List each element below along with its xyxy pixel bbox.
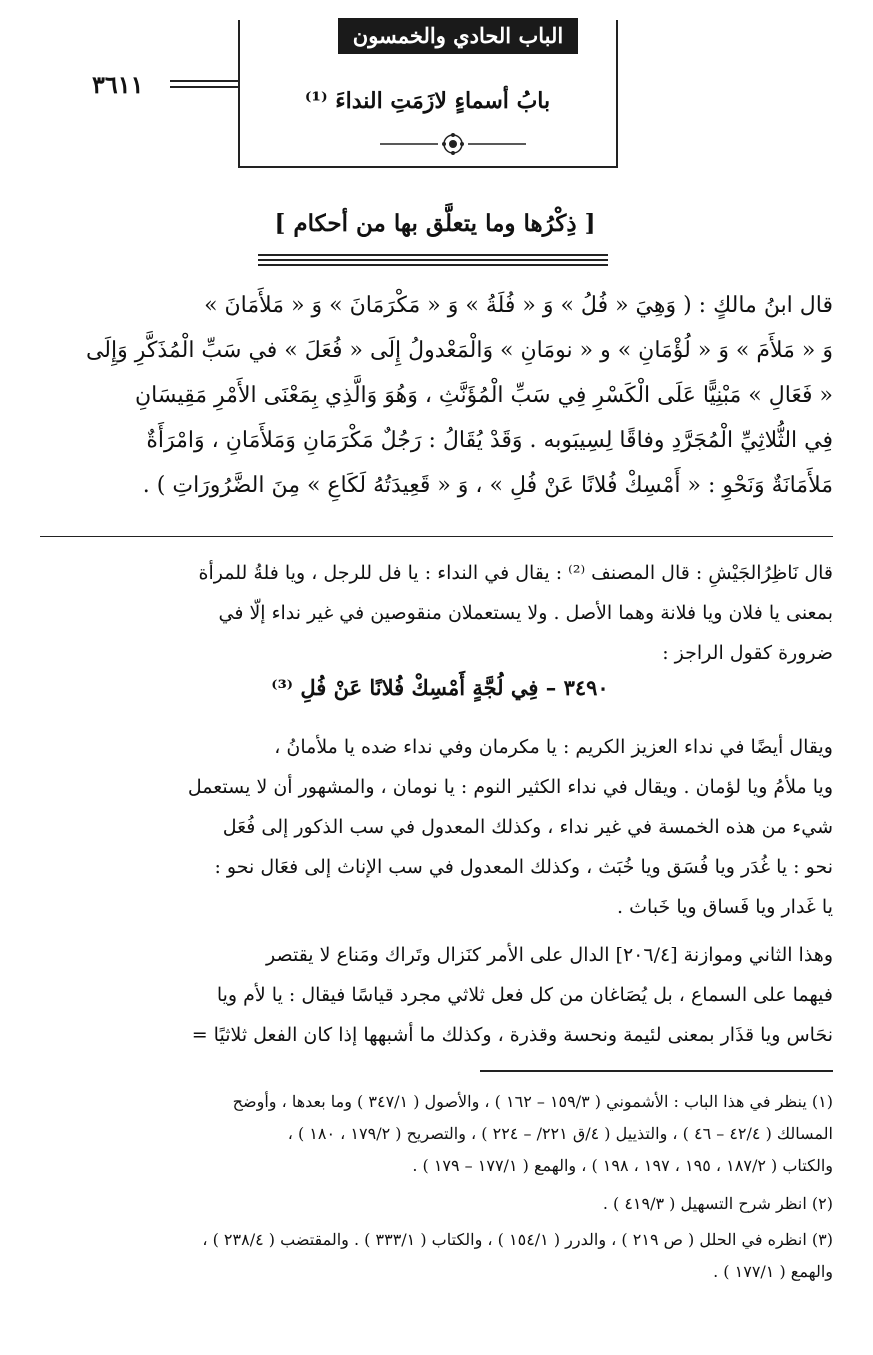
body-line: قال نَاظِرُالجَيْشِ : قال المصنف ⁽²⁾ : يقال في النداء : يا فل للرجل ، ويا فلةُ للمرأة (198, 562, 833, 584)
heading-rule (258, 259, 608, 261)
footnote-line: المسالك ( ٤٢/٤ – ٤٦ ) ، والتذييل ( ٤/ق ٢٢١/ – ٢٢٤ ) ، والتصريح ( ١٧٩/٢ ، ١٨٠ ) ، (287, 1124, 833, 1143)
body-line: ويقال أيضًا في نداء العزيز الكريم : يا مكرمان وفي نداء ضده يا ملأمانُ ، (274, 736, 833, 758)
footnote-line: والكتاب ( ١٨٧/٢ ، ١٩٥ ، ١٩٧ ، ١٩٨ ) ، والهمع ( ١٧٧/١ – ١٧٩ ) . (412, 1156, 833, 1175)
footnote-rule (480, 1070, 833, 1072)
page-number: ٣٦١١ (92, 70, 144, 99)
footnote-line: (١) ينظر في هذا الباب : الأشموني ( ١٥٩/٣ – ١٦٢ ) ، والأصول ( ٣٤٧/١ ) وما بعدها ، وأوضح (232, 1092, 833, 1111)
matn-line: قال ابنُ مالكٍ : ( وَهِيَ « فُلُ » وَ « فُلَةُ » وَ « مَكْرَمَانَ » وَ « مَلأَمَانَ » (204, 293, 833, 318)
body-line: يا غَدار ويا فَساق ويا خَباث . (617, 896, 833, 918)
matn-line: وَ « مَلأَمَ » وَ « لُؤْمَانِ » و « نومَانِ » وَالْمَعْدولُ إِلَى « فُعَلَ » في سَبِّ الْمُذَكَّرِ وَإِلَى (85, 338, 833, 363)
body-line: وهذا الثاني وموازنة [٢٠٦/٤] الدال على الأمر كنَزال وتَراك ومَناع لا يقتصر (266, 944, 833, 966)
matn-line: « فَعَالِ » مَبْنِيًّا عَلَى الْكَسْرِ فِي سَبِّ الْمُؤَنَّثِ ، وَهُوَ وَالَّذِي بِمَعْنَى الأَمْرِ مَقِيسَانِ (135, 383, 833, 408)
heading-rule (258, 264, 608, 266)
page-number-rule (170, 86, 240, 88)
body-line: نحَاس ويا قذَار بمعنى لئيمة ونحسة وقذرة ، وكذلك ما أشبهها إذا كان الفعل ثلاثيًا = (191, 1024, 833, 1046)
body-line: ويا ملأمُ ويا لؤمان . ويقال في نداء الكثير النوم : يا نومان ، والمشهور أن لا يستعمل (187, 776, 833, 798)
poem-line: ٣٤٩٠ – فِي لُجَّةٍ أَمْسِكْ فُلانًا عَنْ فُلِ ⁽³⁾ (271, 675, 609, 700)
chapter-title: بابُ أسماءٍ لازَمَتِ النداءَ ⁽¹⁾ (304, 88, 551, 114)
footnote-line: والهمع ( ١٧٧/١ ) . (713, 1262, 833, 1281)
section-heading: [ ذِكْرُها وما يتعلَّق بها من أحكام ] (274, 210, 596, 237)
matn-line: مَلأَمَانَةٌ وَنَحْوِ : « أَمْسِكْ فُلانًا عَنْ فُلِ » ، وَ « قَعِيدَتُهُ لَكَاعِ » مِنَ الضَّرُورَاتِ ) . (142, 473, 833, 498)
page-number-rule (170, 80, 240, 82)
chapter-banner: الباب الحادي والخمسون (338, 18, 578, 54)
heading-rule (258, 254, 608, 256)
footnote-line: (٣) انظره في الحلل ( ص ٢١٩ ) ، والدرر ( ١٥٤/١ ) ، والكتاب ( ٣٣٣/١ ) . والمقتضب ( ٢٣٨/٤ ) ، (202, 1230, 833, 1249)
footnote-line: (٢) انظر شرح التسهيل ( ٤١٩/٣ ) . (602, 1194, 833, 1213)
ornament-icon (378, 132, 528, 156)
body-line: نحو : يا غُدَر ويا فُسَق ويا خُبَث ، وكذلك المعدول في سب الإناث إلى فعَال نحو : (214, 856, 833, 878)
body-line: فيهما على السماع ، بل يُصَاغان من كل فعل ثلاثي مجرد قياسًا فيقال : يا لأم ويا (216, 984, 833, 1006)
body-line: شيء من هذه الخمسة في غير نداء ، وكذلك المعدول في سب الذكور إلى فُعَل (222, 816, 833, 838)
matn-line: فِي الثُّلاثِيِّ الْمُجَرَّدِ وفاقًا لِسِيبَوبه . وَقَدْ يُقَالُ : رَجُلٌ مَكْرَمَانِ وَمَلأَمَانِ ، وَامْرَأَةٌ (146, 428, 833, 453)
body-line: ضرورة كقول الراجز : (662, 642, 833, 664)
matn-separator (40, 536, 833, 537)
body-line: بمعنى يا فلان ويا فلانة وهما الأصل . ولا يستعملان منقوصين في غير نداء إلّا في (218, 602, 833, 624)
